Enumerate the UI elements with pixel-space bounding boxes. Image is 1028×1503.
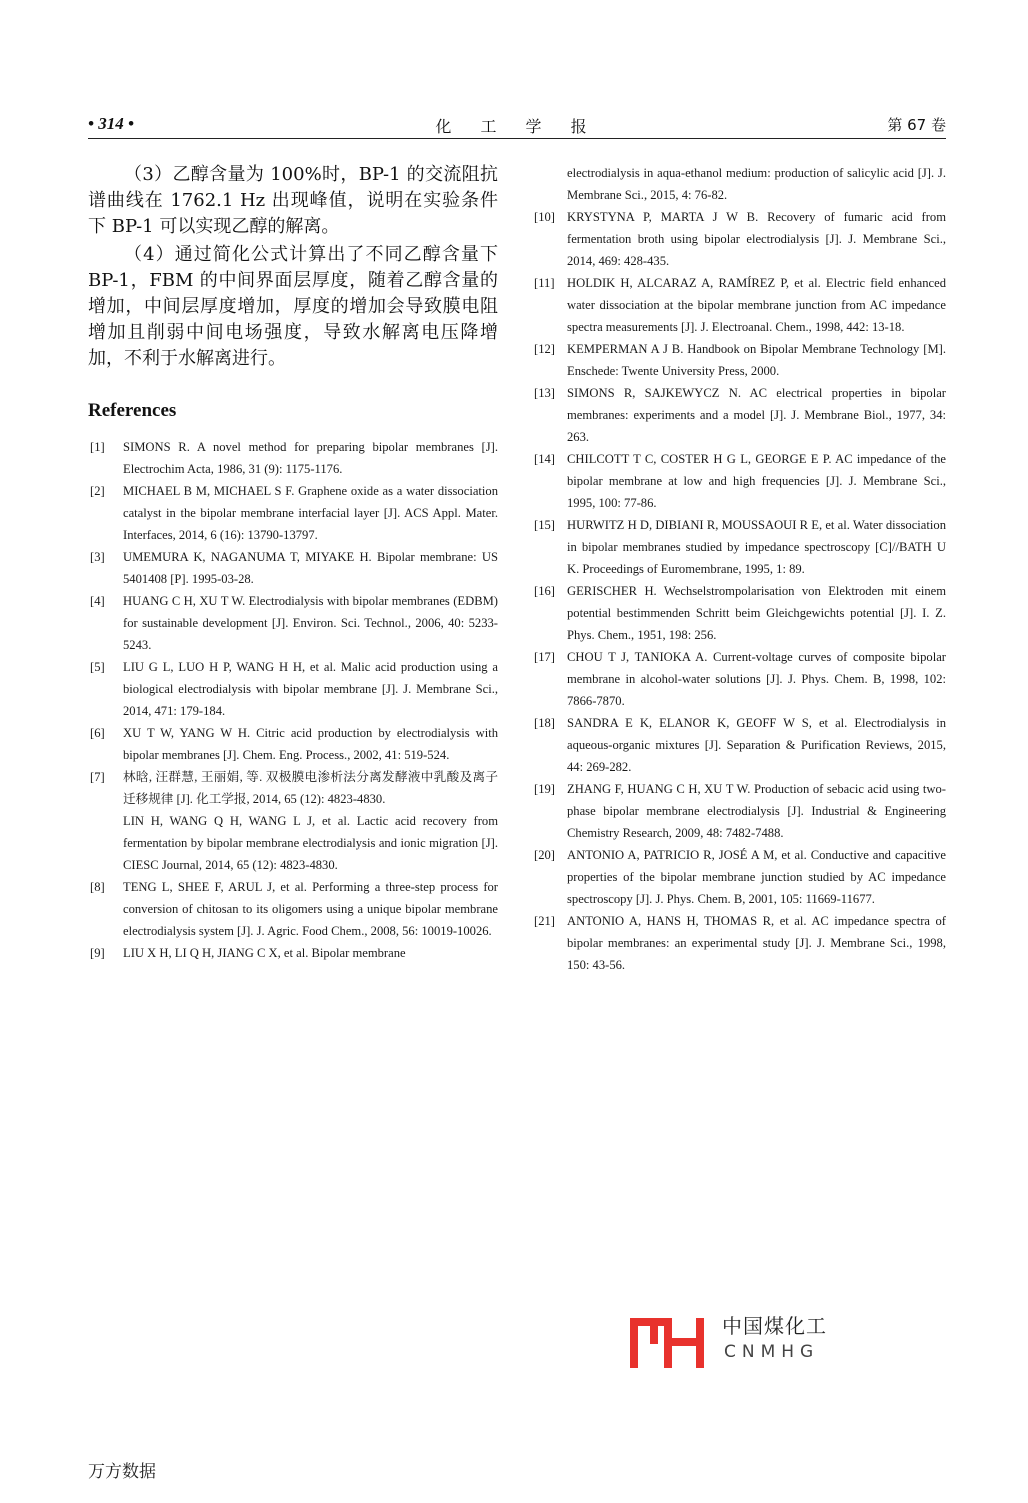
reference-number: [9] — [90, 946, 105, 960]
reference-number: [10] — [534, 210, 555, 224]
reference-item — [88, 480, 498, 546]
reference-item — [532, 272, 946, 338]
page-number: • 314 • — [88, 114, 134, 133]
reference-text: ANTONIO A, PATRICIO R, JOSÉ A M, et al. Conductive and capacitive properties of the bipolar membrane junction studied by AC impedance spectroscopy [J]. J. Phys. Chem. B, 2001, 105: 11669-11677. — [567, 848, 946, 906]
reference-number: [15] — [534, 518, 555, 532]
reference-number: [1] — [90, 440, 105, 454]
reference-number: [3] — [90, 550, 105, 564]
database-watermark: 万方数据 — [88, 1462, 156, 1482]
conclusion-paragraph: （3）乙醇含量为 100%时，BP-1 的交流阻抗谱曲线在 1762.1 Hz 出现峰值，说明在实验条件下 BP-1 可以实现乙醇的解离。 — [88, 164, 498, 237]
logo-english-text: CNMHG — [724, 1342, 820, 1362]
reference-number: [14] — [534, 452, 555, 466]
reference-text: HURWITZ H D, DIBIANI R, MOUSSAOUI R E, et al. Water dissociation in bipolar membranes studied by impedance spectroscopy [C]//BATH U K. Proceedings of Euromembrane, 1995, 1: 89. — [567, 518, 946, 576]
cnmhg-logo — [628, 1312, 838, 1372]
reference-item — [532, 162, 946, 206]
reference-number: [8] — [90, 880, 105, 894]
reference-list-left — [88, 436, 498, 964]
logo-chinese-text: 中国煤化工 — [722, 1314, 827, 1338]
reference-item — [532, 448, 946, 514]
reference-text: CHOU T J, TANIOKA A. Current-voltage curves of composite bipolar membrane in alcohol-water solutions [J]. J. Phys. Chem. B, 1998, 102: 7866-7870. — [567, 650, 946, 708]
reference-number: [12] — [534, 342, 555, 356]
journal-title: 化 工 学 报 — [435, 117, 599, 136]
reference-text: UMEMURA K, NAGANUMA T, MIYAKE H. Bipolar membrane: US 5401408 [P]. 1995-03-28. — [123, 550, 498, 586]
reference-number: [19] — [534, 782, 555, 796]
reference-number: [7] — [90, 770, 105, 784]
reference-text: LIU G L, LUO H P, WANG H H, et al. Malic acid production using a biological electrodialysis with bipolar membrane [J]. J. Membrane Sci., 2014, 471: 179-184. — [123, 660, 498, 718]
reference-text: SANDRA E K, ELANOR K, GEOFF W S, et al. Electrodialysis in aqueous-organic mixtures [J]. Separation & Purification Reviews, 2015, 44: 269-282. — [567, 716, 946, 774]
reference-text: SIMONS R. A novel method for preparing bipolar membranes [J]. Electrochim Acta, 1986, 31 (9): 1175-1176. — [123, 440, 498, 476]
reference-number: [11] — [534, 276, 555, 290]
reference-item — [88, 436, 498, 480]
reference-text: 林晗, 汪群慧, 王丽娟, 等. 双极膜电渗析法分离发酵液中乳酸及离子迁移规律 [J]. 化工学报, 2014, 65 (12): 4823-4830. — [123, 770, 498, 806]
reference-item — [532, 778, 946, 844]
reference-text: GERISCHER H. Wechselstrompolarisation von Elektroden mit einem potential bestimmenden Schritt beim Gleichgewichts potential [J]. I. Z. Phys. Chem., 1951, 198: 256. — [567, 584, 946, 642]
reference-item — [532, 646, 946, 712]
reference-number: [20] — [534, 848, 555, 862]
reference-text: SIMONS R, SAJKEWYCZ N. AC electrical properties in bipolar membranes: experiments and a model [J]. J. Membrane Biol., 1977, 34: 263. — [567, 386, 946, 444]
reference-item — [532, 338, 946, 382]
volume-label: 第 67 卷 — [887, 116, 946, 134]
reference-text: electrodialysis in aqua-ethanol medium: production of salicylic acid [J]. J. Membrane Sci., 2015, 4: 76-82. — [567, 166, 946, 202]
reference-text: TENG L, SHEE F, ARUL J, et al. Performing a three-step process for conversion of chitosan to its oligomers using a unique bipolar membrane electrodialysis system [J]. J. Agric. Food Chem., 2008, 56: 10019-10026. — [123, 880, 498, 938]
reference-text: XU T W, YANG W H. Citric acid production by electrodialysis with bipolar membranes [J]. Chem. Eng. Process., 2002, 41: 519-524. — [123, 726, 498, 762]
reference-item — [88, 942, 498, 964]
reference-text: KEMPERMAN A J B. Handbook on Bipolar Membrane Technology [M]. Enschede: Twente University Press, 2000. — [567, 342, 946, 378]
reference-number: [4] — [90, 594, 105, 608]
reference-number: [18] — [534, 716, 555, 730]
reference-translation: LIN H, WANG Q H, WANG L J, et al. Lactic acid recovery from fermentation by bipolar membrane electrodialysis and ionic migration [J]. CIESC Journal, 2014, 65 (12): 4823-4830. — [123, 814, 498, 872]
reference-item — [532, 382, 946, 448]
reference-number: [13] — [534, 386, 555, 400]
right-column — [532, 162, 946, 976]
reference-item — [88, 766, 498, 876]
reference-text: KRYSTYNA P, MARTA J W B. Recovery of fumaric acid from fermentation broth using bipolar electrodialysis [J]. J. Membrane Sci., 2014, 469: 428-435. — [567, 210, 946, 268]
reference-number: [5] — [90, 660, 105, 674]
reference-number: [21] — [534, 914, 555, 928]
reference-text: MICHAEL B M, MICHAEL S F. Graphene oxide as a water dissociation catalyst in the bipolar membrane interfacial layer [J]. ACS Appl. Mater. Interfaces, 2014, 6 (16): 13790-13797. — [123, 484, 498, 542]
reference-item — [532, 910, 946, 976]
reference-text: LIU X H, LI Q H, JIANG C X, et al. Bipolar membrane — [123, 946, 406, 960]
reference-item — [88, 590, 498, 656]
reference-item — [88, 722, 498, 766]
conclusion-paragraph: （4）通过简化公式计算出了不同乙醇含量下 BP-1，FBM 的中间界面层厚度，随着乙醇含量的增加，中间层厚度增加，厚度的增加会导致膜电阻增加且削弱中间电场强度，导致水解离电压降增加，不利于水解离进行。 — [88, 244, 498, 369]
reference-text: ZHANG F, HUANG C H, XU T W. Production of sebacic acid using two-phase bipolar membrane electrodialysis [J]. Industrial & Engineering Chemistry Research, 2009, 48: 7482-7488. — [567, 782, 946, 840]
left-column — [88, 162, 498, 964]
reference-number: [16] — [534, 584, 555, 598]
reference-list-right — [532, 162, 946, 976]
reference-text: CHILCOTT T C, COSTER H G L, GEORGE E P. AC impedance of the bipolar membrane at low and high frequencies [J]. J. Membrane Sci., 1995, 100: 77-86. — [567, 452, 946, 510]
references-heading: References — [88, 400, 177, 421]
running-header — [88, 114, 946, 139]
mh-logo-mark-icon — [628, 1314, 718, 1370]
reference-item — [88, 546, 498, 590]
reference-text: HOLDIK H, ALCARAZ A, RAMÍREZ P, et al. Electric field enhanced water dissociation at the bipolar membrane junction from AC impedance spectra measurements [J]. J. Electroanal. Chem., 1998, 442: 13-18. — [567, 276, 946, 334]
reference-text: HUANG C H, XU T W. Electrodialysis with bipolar membranes (EDBM) for sustainable development [J]. Environ. Sci. Technol., 2006, 40: 5233-5243. — [123, 594, 498, 652]
reference-number: [17] — [534, 650, 555, 664]
reference-text: ANTONIO A, HANS H, THOMAS R, et al. AC impedance spectra of bipolar membranes: an experimental study [J]. J. Membrane Sci., 1998, 150: 43-56. — [567, 914, 946, 972]
reference-item — [88, 656, 498, 722]
reference-item — [532, 844, 946, 910]
reference-item — [532, 206, 946, 272]
reference-number: [2] — [90, 484, 105, 498]
reference-item — [532, 580, 946, 646]
reference-number: [6] — [90, 726, 105, 740]
reference-item — [532, 514, 946, 580]
reference-item — [532, 712, 946, 778]
reference-item — [88, 876, 498, 942]
